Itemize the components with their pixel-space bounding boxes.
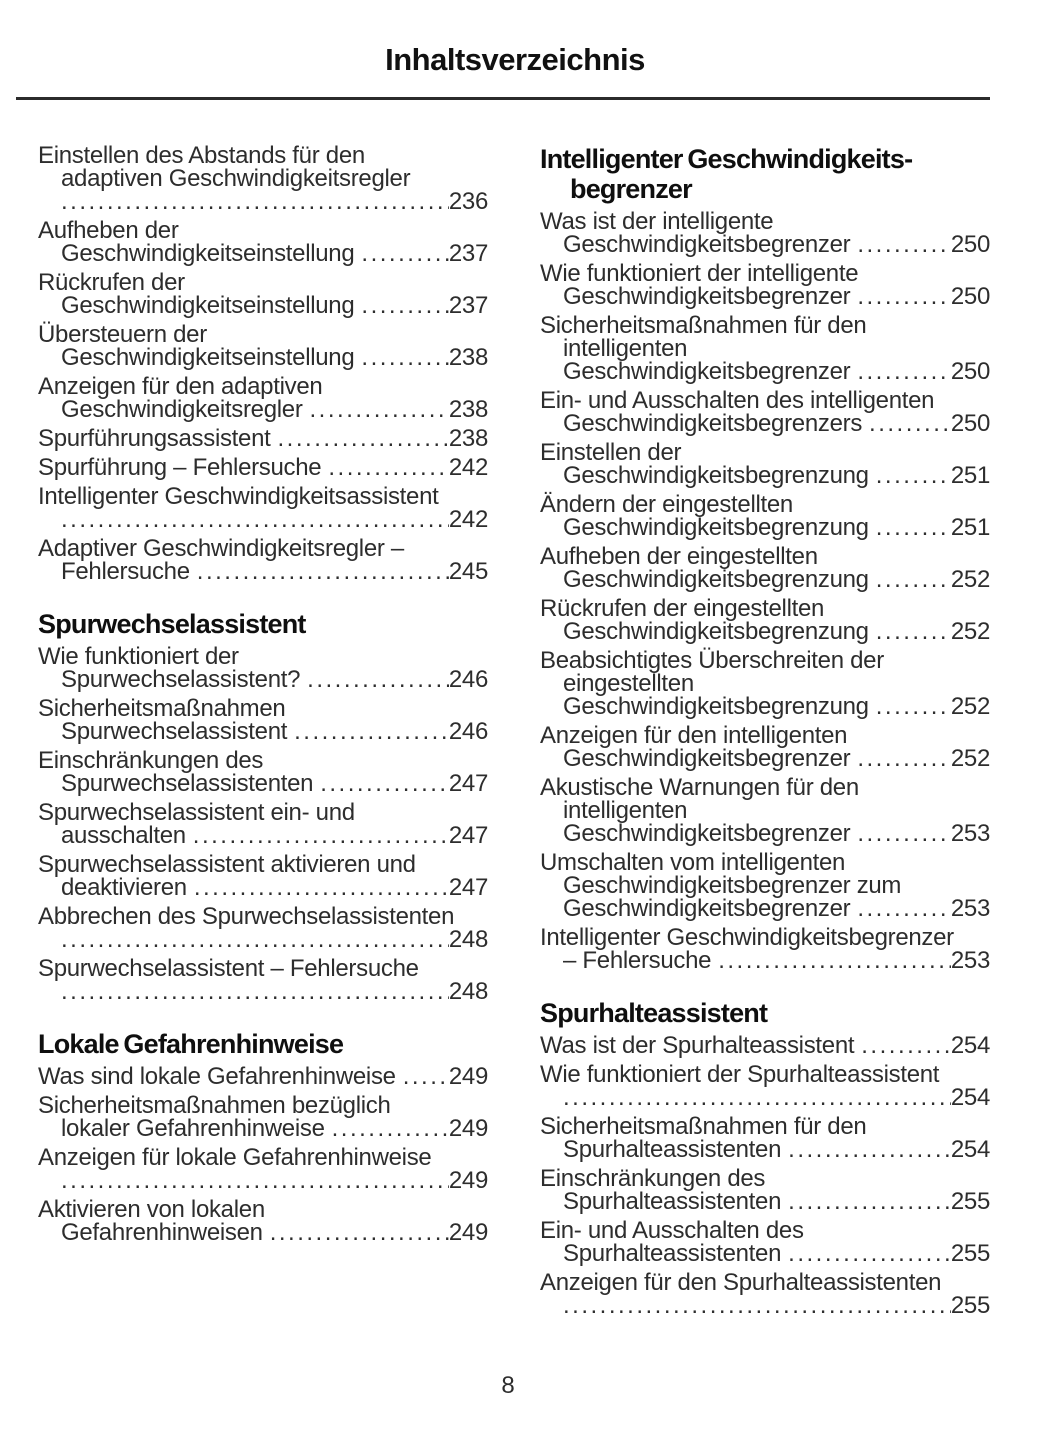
page-ref: 247 (448, 822, 488, 849)
dot-leader (193, 824, 449, 847)
page-ref: 246 (448, 718, 488, 745)
dot-leader (857, 360, 951, 383)
dot-leader (328, 456, 448, 479)
page-ref: 248 (448, 926, 488, 953)
toc-leader-line (540, 568, 990, 591)
dot-leader (61, 928, 449, 951)
dot-leader (361, 242, 448, 265)
dot-leader (310, 398, 449, 421)
page-ref: 236 (448, 188, 488, 215)
toc-entry-text: Geschwindigkeitsbegrenzung (563, 462, 869, 489)
toc-entry (38, 749, 488, 795)
toc-leader-line (38, 1065, 488, 1088)
toc-leader-line (540, 360, 990, 383)
toc-leader-line (540, 1086, 990, 1109)
toc-entry (540, 1167, 990, 1213)
toc-entry-text: Geschwindigkeitseinstellung (61, 240, 355, 267)
page-ref: 237 (448, 240, 488, 267)
toc-leader-line (540, 1034, 990, 1057)
toc-entry-text: Geschwindigkeitsbegrenzung (563, 566, 869, 593)
toc-entry-line: eingestellten (563, 670, 694, 697)
toc-entry-line: Adaptiver Geschwindigkeitsregler – (38, 535, 404, 562)
page-ref: 245 (448, 558, 488, 585)
toc-column-left (38, 144, 488, 1323)
page-ref: 252 (950, 618, 990, 645)
dot-leader (869, 412, 951, 435)
toc-entry (38, 1198, 488, 1244)
dot-leader (361, 346, 448, 369)
toc-entry-line: Aktivieren von lokalen (38, 1196, 265, 1223)
toc-leader-line (38, 398, 488, 421)
toc-entry (540, 1034, 990, 1057)
page-ref: 249 (448, 1115, 488, 1142)
toc-entry-text: Geschwindigkeitsregler (61, 396, 303, 423)
section-heading-line: begrenzer (570, 174, 692, 204)
toc-entry-text: deaktivieren (61, 874, 187, 901)
toc-entry-line: Akustische Warnungen für den (540, 774, 859, 801)
toc-entry-text: Gefahrenhinweisen (61, 1219, 263, 1246)
toc-entry-line: Ändern der eingestellten (540, 491, 793, 518)
dot-leader (61, 1169, 449, 1192)
toc-entry-text: Was sind lokale Gefahrenhinweise (38, 1063, 396, 1090)
toc-leader-line (38, 242, 488, 265)
toc-leader-line (38, 294, 488, 317)
toc-entry-text: Geschwindigkeitsbegrenzung (563, 618, 869, 645)
toc-entry-text: Geschwindigkeitseinstellung (61, 344, 355, 371)
toc-entry-line: Rückrufen der (38, 269, 185, 296)
toc-entry-line: Beabsichtigtes Überschreiten der (540, 647, 884, 674)
toc-entry-line: Sicherheitsmaßnahmen für den (540, 1113, 867, 1140)
page-ref: 249 (448, 1219, 488, 1246)
page-ref: 250 (950, 410, 990, 437)
toc-entry (38, 427, 488, 450)
toc-leader-line (38, 1117, 488, 1140)
toc-entry-line: Spurwechselassistent aktivieren und (38, 851, 416, 878)
toc-entry (38, 853, 488, 899)
page-ref: 251 (950, 462, 990, 489)
toc-entry-line: adaptiven Geschwindigkeitsregler (61, 165, 411, 192)
section-heading (540, 144, 990, 204)
toc-leader-line (38, 824, 488, 847)
toc-entry-line: Einstellen der (540, 439, 682, 466)
toc-entry-line: Intelligenter Geschwindigkeitsassistent (38, 483, 439, 510)
page-ref: 252 (950, 693, 990, 720)
toc-leader-line (38, 1221, 488, 1244)
toc-leader-line (540, 233, 990, 256)
toc-entry (540, 210, 990, 256)
page-ref: 252 (950, 566, 990, 593)
toc-entry (540, 851, 990, 920)
page-ref: 254 (950, 1032, 990, 1059)
toc-column-right (540, 144, 990, 1323)
toc-leader-line (540, 285, 990, 308)
toc-leader-line (38, 190, 488, 213)
dot-leader (361, 294, 448, 317)
dot-leader (307, 668, 449, 691)
toc-leader-line (540, 897, 990, 920)
toc-entry (540, 545, 990, 591)
section-heading (540, 998, 990, 1028)
dot-leader (876, 516, 951, 539)
section-heading-line: Spurhalteassistent (540, 998, 768, 1028)
page-ref: 238 (448, 396, 488, 423)
toc-entry (540, 262, 990, 308)
toc-entry-text: Geschwindigkeitsbegrenzer (563, 283, 851, 310)
page-ref: 255 (950, 1292, 990, 1319)
toc-leader-line (38, 1169, 488, 1192)
toc-entry (38, 375, 488, 421)
dot-leader (857, 747, 951, 770)
toc-leader-line (38, 980, 488, 1003)
dot-leader (857, 897, 951, 920)
toc-leader-line (38, 720, 488, 743)
page-ref: 238 (448, 425, 488, 452)
page-ref: 242 (448, 454, 488, 481)
toc-leader-line (38, 560, 488, 583)
toc-entry-line: Sicherheitsmaßnahmen für den (540, 312, 867, 339)
page-ref: 250 (950, 283, 990, 310)
dot-leader (563, 1294, 951, 1317)
page-ref: 255 (950, 1240, 990, 1267)
toc-entry-text: Geschwindigkeitsbegrenzer (563, 358, 851, 385)
page-ref: 254 (950, 1084, 990, 1111)
toc-entry-line: Sicherheitsmaßnahmen (38, 695, 286, 722)
page-ref: 249 (448, 1063, 488, 1090)
page-title: Inhaltsverzeichnis (385, 42, 645, 77)
toc-entry (38, 537, 488, 583)
toc-entry (540, 1115, 990, 1161)
section-heading-line: Lokale Gefahrenhinweise (38, 1029, 344, 1059)
toc-entry (540, 1063, 990, 1109)
section-heading-line: Spurwechselassistent (38, 609, 306, 639)
toc-entry-text: Spurführungsassistent (38, 425, 271, 452)
toc-entry-line: Geschwindigkeitsbegrenzer zum (563, 872, 902, 899)
dot-leader (61, 508, 449, 531)
toc-entry (540, 776, 990, 845)
dot-leader (788, 1138, 951, 1161)
toc-entry-line: Spurwechselassistent ein- und (38, 799, 355, 826)
toc-leader-line (540, 695, 990, 718)
toc-leader-line (38, 928, 488, 951)
toc-columns (38, 144, 1055, 1323)
toc-leader-line (540, 516, 990, 539)
toc-entry-text: Spurhalteassistenten (563, 1188, 782, 1215)
dot-leader (332, 1117, 449, 1140)
toc-entry-line: Wie funktioniert der (38, 643, 239, 670)
page-ref: 247 (448, 770, 488, 797)
dot-leader (563, 1086, 951, 1109)
page-ref: 251 (950, 514, 990, 541)
toc-entry-line: Anzeigen für lokale Gefahrenhinweise (38, 1144, 432, 1171)
toc-leader-line (38, 772, 488, 795)
toc-leader-line (38, 346, 488, 369)
toc-entry (540, 1219, 990, 1265)
page-ref: 237 (448, 292, 488, 319)
title-divider (16, 97, 990, 100)
page-ref: 252 (950, 745, 990, 772)
toc-leader-line (540, 822, 990, 845)
toc-entry-text: Spurwechselassistent? (61, 666, 301, 693)
page-ref: 247 (448, 874, 488, 901)
section-heading (38, 609, 488, 639)
toc-entry-line: intelligenten (563, 797, 688, 824)
page-number: 8 (501, 1372, 515, 1399)
toc-entry-text: Spurführung – Fehlersuche (38, 454, 322, 481)
toc-entry-line: Ein- und Ausschalten des (540, 1217, 804, 1244)
toc-leader-line (38, 668, 488, 691)
toc-leader-line (540, 1138, 990, 1161)
section-heading (38, 1029, 488, 1059)
toc-entry-text: Was ist der Spurhalteassistent (540, 1032, 855, 1059)
toc-entry (540, 1271, 990, 1317)
toc-entry-line: Umschalten vom intelligenten (540, 849, 846, 876)
page-ref: 242 (448, 506, 488, 533)
dot-leader (857, 233, 951, 256)
toc-entry (38, 144, 488, 213)
toc-entry (38, 1065, 488, 1088)
dot-leader (876, 695, 951, 718)
toc-entry-text: Spurhalteassistenten (563, 1136, 782, 1163)
toc-entry-line: Was ist der intelligente (540, 208, 774, 235)
toc-entry (38, 456, 488, 479)
toc-entry-text: – Fehlersuche (563, 947, 712, 974)
toc-entry (540, 493, 990, 539)
toc-leader-line (38, 456, 488, 479)
dot-leader (876, 620, 951, 643)
toc-entry-line: Anzeigen für den Spurhalteassistenten (540, 1269, 942, 1296)
page-ref: 250 (950, 358, 990, 385)
toc-entry-line: Spurwechselassistent – Fehlersuche (38, 955, 419, 982)
page-ref: 254 (950, 1136, 990, 1163)
toc-leader-line (540, 1242, 990, 1265)
toc-entry-line: Wie funktioniert der intelligente (540, 260, 859, 287)
toc-entry-line: Einstellen des Abstands für den (38, 142, 365, 169)
page-ref: 249 (448, 1167, 488, 1194)
toc-entry-line: Wie funktioniert der Spurhalteassistent (540, 1061, 940, 1088)
page-ref: 238 (448, 344, 488, 371)
page-ref: 250 (950, 231, 990, 258)
page-ref: 248 (448, 978, 488, 1005)
toc-entry-text: Geschwindigkeitsbegrenzer (563, 895, 851, 922)
dot-leader (876, 568, 951, 591)
toc-entry-text: Geschwindigkeitsbegrenzers (563, 410, 863, 437)
toc-entry (540, 314, 990, 383)
toc-entry-line: Einschränkungen des (38, 747, 264, 774)
page-ref: 253 (950, 895, 990, 922)
toc-entry-line: Aufheben der (38, 217, 179, 244)
toc-entry (540, 389, 990, 435)
toc-entry-text: Geschwindigkeitsbegrenzer (563, 231, 851, 258)
toc-entry (38, 323, 488, 369)
toc-entry (540, 649, 990, 718)
section-heading-line: Intelligenter Geschwindigkeits- (540, 144, 913, 174)
page-ref: 246 (448, 666, 488, 693)
toc-entry-text: Fehlersuche (61, 558, 190, 585)
toc-entry (38, 697, 488, 743)
dot-leader (403, 1065, 449, 1088)
toc-entry-text: Geschwindigkeitseinstellung (61, 292, 355, 319)
toc-leader-line (540, 747, 990, 770)
toc-entry (540, 724, 990, 770)
toc-entry-line: Einschränkungen des (540, 1165, 766, 1192)
dot-leader (197, 560, 449, 583)
toc-entry-text: lokaler Gefahrenhinweise (61, 1115, 325, 1142)
toc-entry (38, 485, 488, 531)
dot-leader (857, 285, 951, 308)
page-ref: 255 (950, 1188, 990, 1215)
toc-entry (38, 645, 488, 691)
toc-entry (540, 597, 990, 643)
toc-entry-text: ausschalten (61, 822, 186, 849)
toc-entry (38, 1094, 488, 1140)
toc-entry-line: intelligenten (563, 335, 688, 362)
dot-leader (876, 464, 951, 487)
toc-entry-line: Übersteuern der (38, 321, 207, 348)
dot-leader (718, 949, 951, 972)
toc-entry-line: Intelligenter Geschwindigkeitsbegrenzer (540, 924, 954, 951)
dot-leader (857, 822, 951, 845)
dot-leader (270, 1221, 449, 1244)
toc-leader-line (540, 949, 990, 972)
dot-leader (278, 427, 449, 450)
toc-entry (38, 905, 488, 951)
page-ref: 253 (950, 820, 990, 847)
toc-entry-text: Geschwindigkeitsbegrenzung (563, 693, 869, 720)
toc-entry-text: Geschwindigkeitsbegrenzung (563, 514, 869, 541)
toc-entry-line: Sicherheitsmaßnahmen bezüglich (38, 1092, 391, 1119)
toc-entry-text: Spurwechselassistent (61, 718, 288, 745)
toc-leader-line (540, 464, 990, 487)
toc-entry (38, 957, 488, 1003)
toc-leader-line (38, 876, 488, 899)
toc-entry-line: Ein- und Ausschalten des intelligenten (540, 387, 935, 414)
toc-entry-line: Anzeigen für den intelligenten (540, 722, 848, 749)
page-ref: 253 (950, 947, 990, 974)
toc-entry (38, 219, 488, 265)
toc-entry (38, 1146, 488, 1192)
toc-entry (38, 271, 488, 317)
dot-leader (788, 1190, 951, 1213)
toc-leader-line (540, 412, 990, 435)
toc-entry-text: Spurhalteassistenten (563, 1240, 782, 1267)
toc-entry-line: Rückrufen der eingestellten (540, 595, 825, 622)
toc-leader-line (38, 508, 488, 531)
toc-entry (38, 801, 488, 847)
dot-leader (788, 1242, 951, 1265)
toc-entry-line: Anzeigen für den adaptiven (38, 373, 323, 400)
toc-entry-text: Geschwindigkeitsbegrenzer (563, 745, 851, 772)
toc-leader-line (540, 620, 990, 643)
toc-leader-line (38, 427, 488, 450)
dot-leader (320, 772, 449, 795)
toc-entry-line: Aufheben der eingestellten (540, 543, 818, 570)
dot-leader (194, 876, 449, 899)
dot-leader (861, 1034, 951, 1057)
toc-leader-line (540, 1190, 990, 1213)
toc-leader-line (540, 1294, 990, 1317)
toc-entry-text: Spurwechselassistenten (61, 770, 314, 797)
dot-leader (61, 980, 449, 1003)
toc-entry-line: Abbrechen des Spurwechselassistenten (38, 903, 455, 930)
toc-entry-text: Geschwindigkeitsbegrenzer (563, 820, 851, 847)
dot-leader (294, 720, 449, 743)
toc-entry (540, 441, 990, 487)
toc-entry (540, 926, 990, 972)
dot-leader (61, 190, 449, 213)
